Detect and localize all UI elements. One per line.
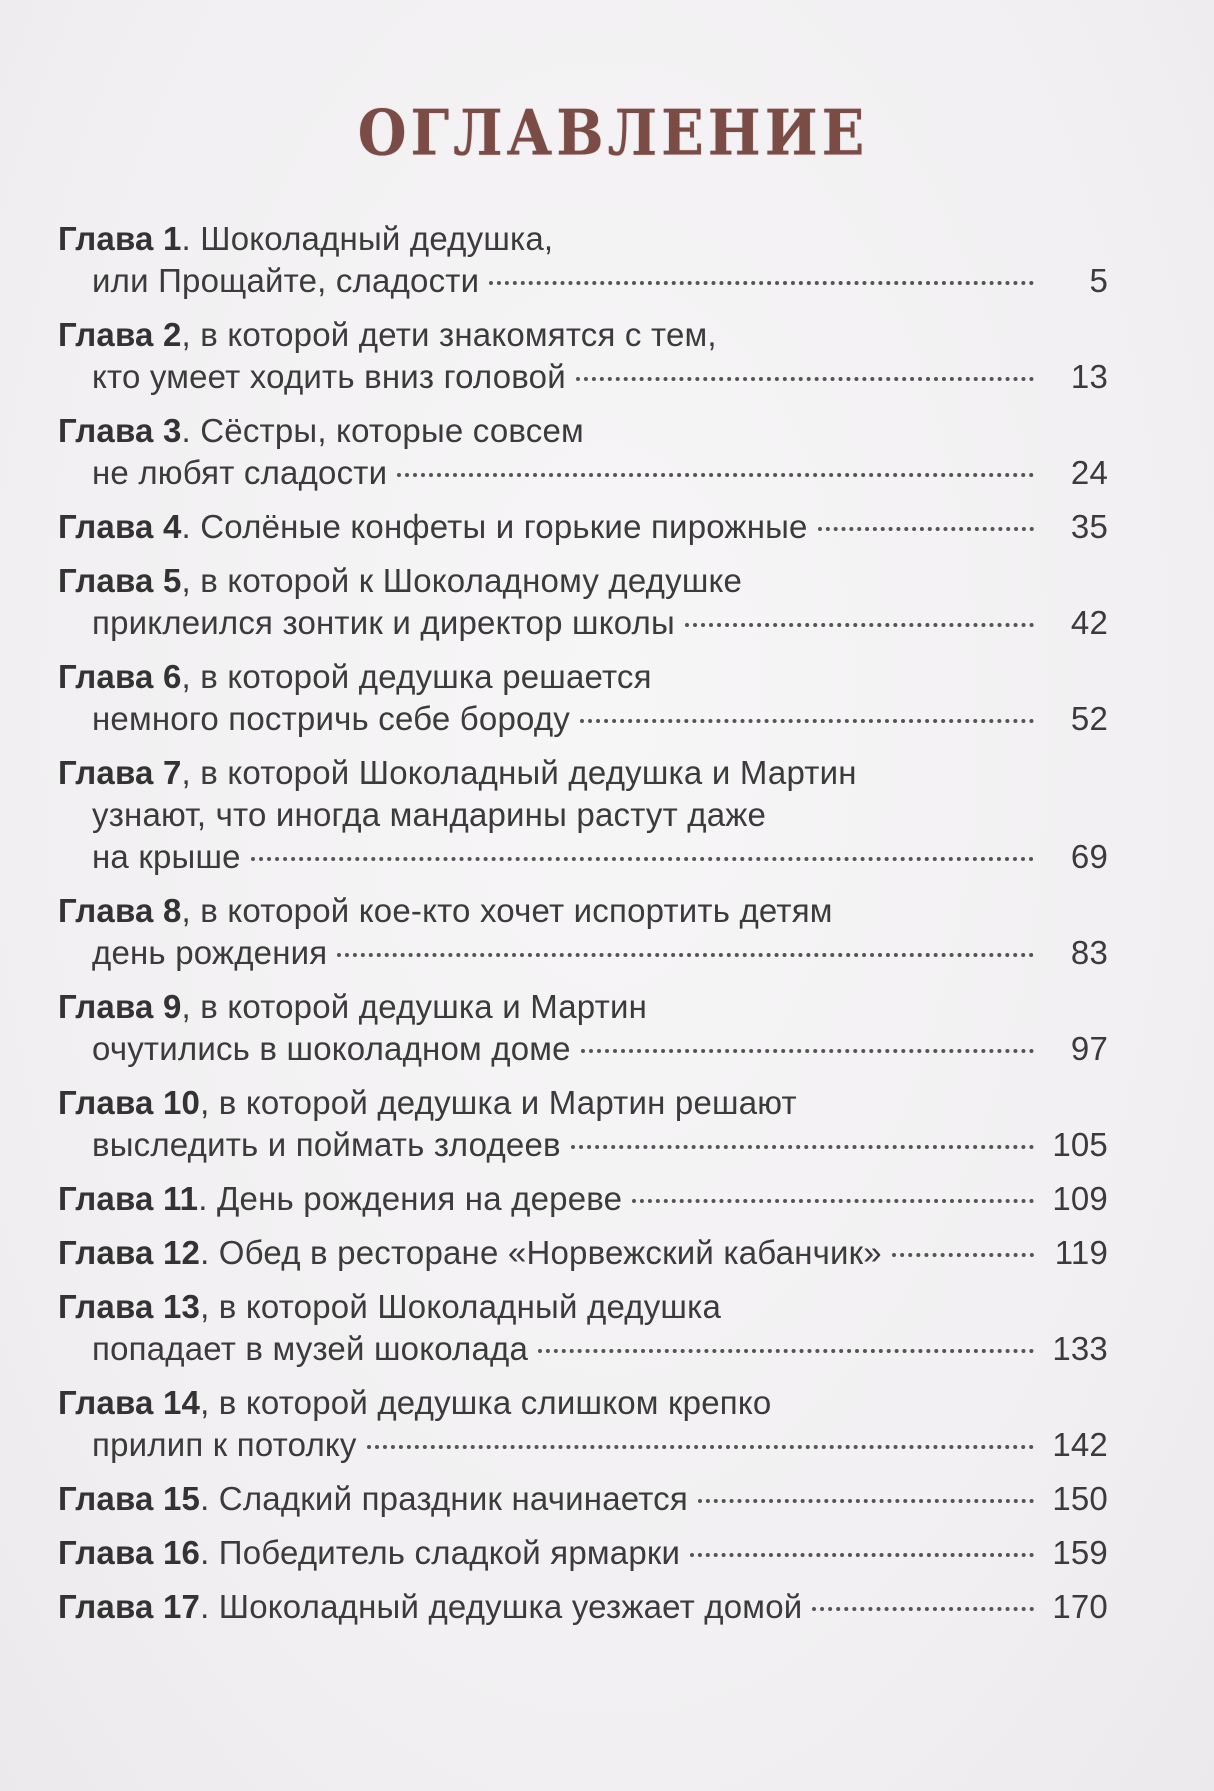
dot-leader [892, 1253, 1034, 1257]
page-number: 69 [1070, 838, 1108, 875]
toc-entry-text [58, 1382, 771, 1424]
chapter-title-continued: или Прощайте, сладости [92, 262, 480, 299]
toc-entry-line [58, 1478, 1108, 1520]
chapter-title-continued: очутились в шоколадном доме [92, 1030, 571, 1067]
chapter-number: Глава 14 [58, 1384, 201, 1421]
chapter-title-continued: узнают, что иногда мандарины растут даже [92, 796, 767, 833]
chapter-title-continued: не любят сладости [92, 454, 388, 491]
chapter-title: , в которой Шоколадный дедушка и Мартин [181, 754, 857, 791]
page-number: 97 [1070, 1030, 1108, 1067]
toc-entry-text [58, 1178, 622, 1220]
page-number: 109 [1052, 1180, 1108, 1217]
toc-entry-continuation [58, 1424, 1108, 1466]
toc-entry-line [58, 1382, 1108, 1424]
page-number: 35 [1070, 508, 1108, 545]
chapter-title-continued: день рождения [92, 934, 328, 971]
page-number: 24 [1070, 454, 1108, 491]
toc-entry-line [58, 1286, 1108, 1328]
toc-entry-continuation [58, 1124, 1108, 1166]
chapter-number: Глава 7 [58, 754, 182, 791]
dot-leader [337, 953, 1034, 957]
chapter-title: . Шоколадный дедушка уезжает домой [200, 1588, 803, 1625]
page-number: 83 [1070, 934, 1108, 971]
page-number: 150 [1052, 1480, 1108, 1517]
toc-entry [58, 986, 1108, 1070]
chapter-title-continued: приклеился зонтик и директор школы [92, 604, 675, 641]
chapter-title: , в которой к Шоколадному дедушке [181, 562, 743, 599]
chapter-title: . Сёстры, которые совсем [181, 412, 584, 449]
chapter-number: Глава 2 [58, 316, 182, 353]
toc-entry-text [58, 890, 833, 932]
chapter-title-continued: выследить и поймать злодеев [92, 1126, 561, 1163]
toc-entry-text [58, 560, 742, 602]
toc-entry-text [58, 656, 652, 698]
dot-leader [251, 857, 1034, 861]
toc-entry-continuation [58, 1328, 1108, 1370]
toc-entry-continuation [58, 932, 1108, 974]
page-number: 119 [1054, 1234, 1108, 1271]
toc-entry [58, 218, 1108, 302]
page-number: 159 [1052, 1534, 1108, 1571]
toc-entry-line [58, 1082, 1108, 1124]
chapter-title: , в которой дедушка и Мартин [181, 988, 648, 1025]
chapter-number: Глава 13 [58, 1288, 201, 1325]
page-number: 13 [1070, 358, 1108, 395]
toc-entry-text [58, 1586, 802, 1628]
chapter-title-continued: на крыше [92, 838, 241, 875]
chapter-number: Глава 5 [58, 562, 182, 599]
toc-entry-line [58, 410, 1108, 452]
toc-entry-line [58, 218, 1108, 260]
page-number: 42 [1070, 604, 1108, 641]
chapter-title: . Обед в ресторане «Норвежский кабанчик» [200, 1234, 882, 1271]
toc-entry-line [58, 506, 1108, 548]
chapter-title: , в которой дедушка и Мартин решают [200, 1084, 797, 1121]
chapter-title-continued: попадает в музей шоколада [92, 1330, 529, 1367]
chapter-title-continued: кто умеет ходить вниз головой [92, 358, 566, 395]
chapter-title: . Солёные конфеты и горькие пирожные [181, 508, 808, 545]
toc-entry [58, 314, 1108, 398]
chapter-number: Глава 6 [58, 658, 182, 695]
chapter-number: Глава 1 [58, 220, 182, 257]
toc-entry-line [58, 1532, 1108, 1574]
chapter-title-continued: немного постричь себе бороду [92, 700, 570, 737]
dot-leader [690, 1553, 1034, 1557]
chapter-title-continued: прилип к потолку [92, 1426, 357, 1463]
page-number: 52 [1070, 700, 1108, 737]
chapter-title: , в которой дедушка слишком крепко [200, 1384, 772, 1421]
toc-entry [58, 1232, 1108, 1274]
toc-entry-text [58, 752, 857, 794]
toc-entry [58, 1286, 1108, 1370]
toc-entry-text [58, 506, 808, 548]
toc-entry [58, 506, 1108, 548]
toc-entry [58, 410, 1108, 494]
chapter-title: . День рождения на дереве [198, 1180, 623, 1217]
dot-leader [580, 719, 1034, 723]
toc-entry [58, 1082, 1108, 1166]
toc-entry-line [58, 1232, 1108, 1274]
chapter-number: Глава 12 [58, 1234, 201, 1271]
toc-entry [58, 1178, 1108, 1220]
chapter-number: Глава 11 [58, 1180, 199, 1217]
chapter-title: . Шоколадный дедушка, [181, 220, 554, 257]
toc-entry [58, 1532, 1108, 1574]
toc-entry [58, 752, 1108, 878]
dot-leader [818, 527, 1034, 531]
chapter-title: , в которой Шоколадный дедушка [200, 1288, 722, 1325]
chapter-number: Глава 4 [58, 508, 182, 545]
dot-leader [538, 1349, 1034, 1353]
toc-entry-text [58, 218, 553, 260]
table-of-contents [58, 218, 1108, 1628]
chapter-number: Глава 15 [58, 1480, 201, 1517]
toc-entry-line [58, 752, 1108, 794]
chapter-title: . Сладкий праздник начинается [200, 1480, 688, 1517]
toc-entry [58, 1382, 1108, 1466]
toc-entry-line [58, 1586, 1108, 1628]
page-number: 133 [1052, 1330, 1108, 1367]
toc-entry-continuation [58, 1028, 1108, 1070]
dot-leader [685, 623, 1034, 627]
chapter-number: Глава 17 [58, 1588, 201, 1625]
toc-entry-continuation [58, 356, 1108, 398]
toc-entry-continuation [58, 452, 1108, 494]
toc-entry-line [58, 314, 1108, 356]
chapter-number: Глава 3 [58, 412, 182, 449]
dot-leader [367, 1445, 1034, 1449]
dot-leader [632, 1199, 1034, 1203]
toc-entry-text [58, 314, 717, 356]
toc-entry [58, 1586, 1108, 1628]
dot-leader [489, 281, 1034, 285]
page-number: 142 [1052, 1426, 1108, 1463]
toc-entry [58, 890, 1108, 974]
toc-entry-continuation [58, 794, 1108, 836]
dot-leader [397, 473, 1034, 477]
page-number: 5 [1089, 262, 1108, 299]
toc-entry-continuation [58, 260, 1108, 302]
dot-leader [571, 1145, 1034, 1149]
chapter-number: Глава 9 [58, 988, 182, 1025]
toc-entry-text [58, 1532, 680, 1574]
toc-entry-continuation [58, 836, 1108, 878]
chapter-number: Глава 16 [58, 1534, 201, 1571]
toc-entry-line [58, 986, 1108, 1028]
dot-leader [812, 1607, 1034, 1611]
dot-leader [576, 377, 1034, 381]
contents-title: ОГЛАВЛЕНИЕ [357, 96, 869, 170]
toc-entry-text [58, 1232, 882, 1274]
dot-leader [581, 1049, 1034, 1053]
toc-entry-line [58, 656, 1108, 698]
toc-entry-text [58, 410, 584, 452]
toc-entry-text [58, 1082, 797, 1124]
toc-entry [58, 656, 1108, 740]
toc-entry-continuation [58, 602, 1108, 644]
toc-entry-text [58, 1478, 688, 1520]
chapter-title: , в которой кое-кто хочет испортить детям [181, 892, 833, 929]
page-number: 170 [1052, 1588, 1108, 1625]
dot-leader [698, 1499, 1034, 1503]
toc-entry-line [58, 890, 1108, 932]
chapter-number: Глава 10 [58, 1084, 201, 1121]
toc-entry [58, 560, 1108, 644]
toc-entry-text [58, 986, 647, 1028]
chapter-title: , в которой дедушка решается [181, 658, 652, 695]
toc-entry [58, 1478, 1108, 1520]
toc-entry-line [58, 1178, 1108, 1220]
page-number: 105 [1052, 1126, 1108, 1163]
chapter-title: . Победитель сладкой ярмарки [200, 1534, 681, 1571]
chapter-title: , в которой дети знакомятся с тем, [181, 316, 717, 353]
toc-entry-line [58, 560, 1108, 602]
toc-entry-continuation [58, 698, 1108, 740]
chapter-number: Глава 8 [58, 892, 182, 929]
toc-entry-text [58, 1286, 721, 1328]
